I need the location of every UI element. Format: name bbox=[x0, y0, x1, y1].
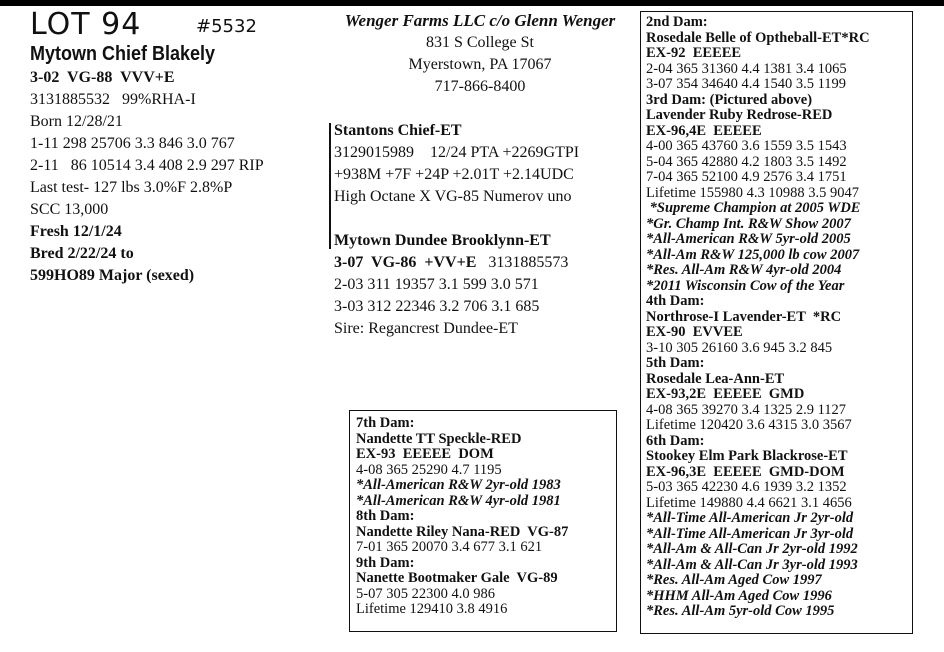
owner-address-city: Myerstown, PA 17067 bbox=[408, 56, 552, 73]
ancestry-2-6-line: 5th Dam: bbox=[646, 355, 705, 371]
ancestry-2-6-line: *All-Time All-American Jr 2yr-old bbox=[646, 510, 854, 526]
owner-block bbox=[330, 10, 630, 98]
dam-detail-line-bold: 3-07 VG-86 +VV+E bbox=[334, 254, 477, 271]
ancestry-2-6-line: 3rd Dam: (Pictured above) bbox=[646, 91, 813, 108]
ancestry-7-9-line: EX-93 EEEEE DOM bbox=[356, 446, 494, 462]
ancestry-2-6-line: *Res. All-Am R&W 4yr-old 2004 bbox=[646, 262, 842, 278]
ancestry-7-9-line: Nandette Riley Nana-RED VG-87 bbox=[356, 523, 569, 540]
animal-detail-line: 3131885532 99%RHA-I bbox=[30, 91, 196, 108]
ancestry-2-6-line: 3-07 354 34640 4.4 1540 3.5 1199 bbox=[646, 76, 847, 92]
ancestry-2-6-line: *Gr. Champ Int. R&W Show 2007 bbox=[646, 215, 851, 232]
animal-detail-line: 599HO89 Major (sexed) bbox=[30, 267, 195, 284]
ancestry-box-7-9 bbox=[349, 410, 617, 632]
ancestry-7-9-line: *All-American R&W 4yr-old 1981 bbox=[356, 492, 561, 509]
ancestry-2-6-line: *All-Am R&W 125,000 lb cow 2007 bbox=[646, 246, 860, 263]
sire-detail-line: +938M +7F +24P +2.01T +2.14UDC bbox=[334, 166, 574, 183]
animal-detail-line: 3-02 VG-88 VVV+E bbox=[30, 69, 175, 86]
dam-detail-line: Sire: Regancrest Dundee-ET bbox=[334, 320, 518, 337]
animal-detail-line: Bred 2/22/24 to bbox=[30, 245, 134, 262]
dam-detail-line: Mytown Dundee Brooklynn-ET bbox=[334, 232, 551, 249]
ancestry-2-6-line: Rosedale Belle of Optheball-ET*RC bbox=[646, 29, 870, 46]
animal-detail-line: 2-11 86 10514 3.4 408 2.9 297 RIP bbox=[30, 157, 264, 174]
ancestry-7-9-line: 7th Dam: bbox=[356, 415, 415, 431]
ancestry-2-6-line: Lavender Ruby Redrose-RED bbox=[646, 107, 833, 123]
ancestry-box-7-9-text bbox=[356, 416, 568, 618]
pedigree-divider bbox=[329, 123, 331, 249]
lot-title: LOT 94 bbox=[30, 7, 142, 42]
animal-name: Mytown Chief Blakely bbox=[30, 43, 216, 65]
ancestry-7-9-line: *All-American R&W 2yr-old 1983 bbox=[356, 477, 561, 493]
ancestry-2-6-line: 3-10 305 26160 3.6 945 3.2 845 bbox=[646, 339, 833, 356]
ancestry-2-6-line: Stookey Elm Park Blackrose-ET bbox=[646, 448, 848, 464]
animal-detail-line: Last test- 127 lbs 3.0%F 2.8%P bbox=[30, 179, 233, 196]
dam-detail-line: 2-03 311 19357 3.1 599 3.0 571 bbox=[334, 276, 539, 293]
ancestry-2-6-line: *Res. All-Am Aged Cow 1997 bbox=[646, 572, 822, 588]
ancestry-7-9-line: 5-07 305 22300 4.0 986 bbox=[356, 585, 495, 602]
ancestry-2-6-line: 6th Dam: bbox=[646, 432, 705, 449]
lot-number: #5532 bbox=[196, 16, 257, 37]
sire-block bbox=[334, 120, 579, 208]
ancestry-2-6-line: EX-92 EEEEE bbox=[646, 45, 742, 61]
animal-detail-line: Fresh 12/1/24 bbox=[30, 223, 122, 240]
ancestry-2-6-line: *Res. All-Am 5yr-old Cow 1995 bbox=[646, 603, 835, 619]
ancestry-7-9-line: 4-08 365 25290 4.7 1195 bbox=[356, 461, 502, 478]
top-rule bbox=[0, 0, 944, 6]
ancestry-7-9-line: 8th Dam: bbox=[356, 508, 415, 524]
ancestry-box-2-6-text bbox=[646, 15, 870, 620]
ancestry-7-9-line: Nandette TT Speckle-RED bbox=[356, 430, 522, 447]
ancestry-7-9-line: Nanette Bootmaker Gale VG-89 bbox=[356, 570, 558, 586]
ancestry-2-6-line: EX-93,2E EEEEE GMD bbox=[646, 386, 805, 402]
ancestry-2-6-line: EX-96,4E EEEEE bbox=[646, 122, 762, 139]
ancestry-2-6-line: 7-04 365 52100 4.9 2576 3.4 1751 bbox=[646, 169, 847, 185]
owner-phone: 717-866-8400 bbox=[434, 78, 526, 95]
ancestry-2-6-line: 2nd Dam: bbox=[646, 14, 708, 30]
ancestry-2-6-line: Lifetime 149880 4.4 6621 3.1 4656 bbox=[646, 494, 852, 511]
ancestry-2-6-line: Lifetime 120420 3.6 4315 3.0 3567 bbox=[646, 417, 852, 433]
ancestry-2-6-line: 4-00 365 43760 3.6 1559 3.5 1543 bbox=[646, 138, 847, 154]
dam-block bbox=[334, 230, 568, 340]
ancestry-2-6-line: Rosedale Lea-Ann-ET bbox=[646, 370, 785, 387]
dam-detail-line-rest: 3131885573 bbox=[476, 254, 569, 271]
sire-detail-line: 3129015989 12/24 PTA +2269GTPI bbox=[334, 144, 580, 161]
ancestry-2-6-line: 5-03 365 42230 4.6 1939 3.2 1352 bbox=[646, 479, 847, 495]
animal-detail-line: Born 12/28/21 bbox=[30, 113, 123, 130]
animal-details bbox=[30, 67, 264, 287]
ancestry-2-6-line: *All-Am & All-Can Jr 3yr-old 1993 bbox=[646, 556, 858, 573]
ancestry-2-6-line: *2011 Wisconsin Cow of the Year bbox=[646, 277, 845, 294]
sire-detail-line: Stantons Chief-ET bbox=[334, 122, 462, 139]
ancestry-box-2-6 bbox=[640, 11, 913, 634]
dam-detail-line: 3-03 312 22346 3.2 706 3.1 685 bbox=[334, 298, 540, 315]
ancestry-2-6-line: Northrose-I Lavender-ET *RC bbox=[646, 308, 842, 325]
ancestry-2-6-line: Lifetime 155980 4.3 10988 3.5 9047 bbox=[646, 184, 860, 201]
ancestry-2-6-line: *HHM All-Am Aged Cow 1996 bbox=[646, 587, 832, 604]
ancestry-2-6-line: 5-04 365 42880 4.2 1803 3.5 1492 bbox=[646, 153, 847, 170]
owner-name: Wenger Farms LLC c/o Glenn Wenger bbox=[344, 11, 616, 30]
ancestry-7-9-line: 9th Dam: bbox=[356, 554, 415, 571]
ancestry-7-9-line: Lifetime 129410 3.8 4916 bbox=[356, 601, 508, 617]
ancestry-2-6-line: *Supreme Champion at 2005 WDE bbox=[646, 200, 861, 216]
ancestry-2-6-line: 4-08 365 39270 3.4 1325 2.9 1127 bbox=[646, 401, 847, 418]
ancestry-2-6-line: *All-American R&W 5yr-old 2005 bbox=[646, 231, 851, 247]
ancestry-2-6-line: 2-04 365 31360 4.4 1381 3.4 1065 bbox=[646, 60, 847, 77]
ancestry-2-6-line: 4th Dam: bbox=[646, 293, 705, 309]
animal-detail-line: SCC 13,000 bbox=[30, 201, 109, 218]
ancestry-2-6-line: *All-Time All-American Jr 3yr-old bbox=[646, 525, 854, 542]
ancestry-7-9-line: 7-01 365 20070 3.4 677 3.1 621 bbox=[356, 539, 543, 555]
ancestry-2-6-line: *All-Am & All-Can Jr 2yr-old 1992 bbox=[646, 541, 858, 557]
dam-detail-line bbox=[334, 252, 568, 274]
ancestry-2-6-line: EX-96,3E EEEEE GMD-DOM bbox=[646, 463, 845, 480]
sire-detail-line: High Octane X VG-85 Numerov uno bbox=[334, 188, 572, 205]
ancestry-2-6-line: EX-90 EVVEE bbox=[646, 324, 743, 340]
owner-address-street: 831 S College St bbox=[425, 34, 534, 51]
animal-detail-line: 1-11 298 25706 3.3 846 3.0 767 bbox=[30, 135, 235, 152]
